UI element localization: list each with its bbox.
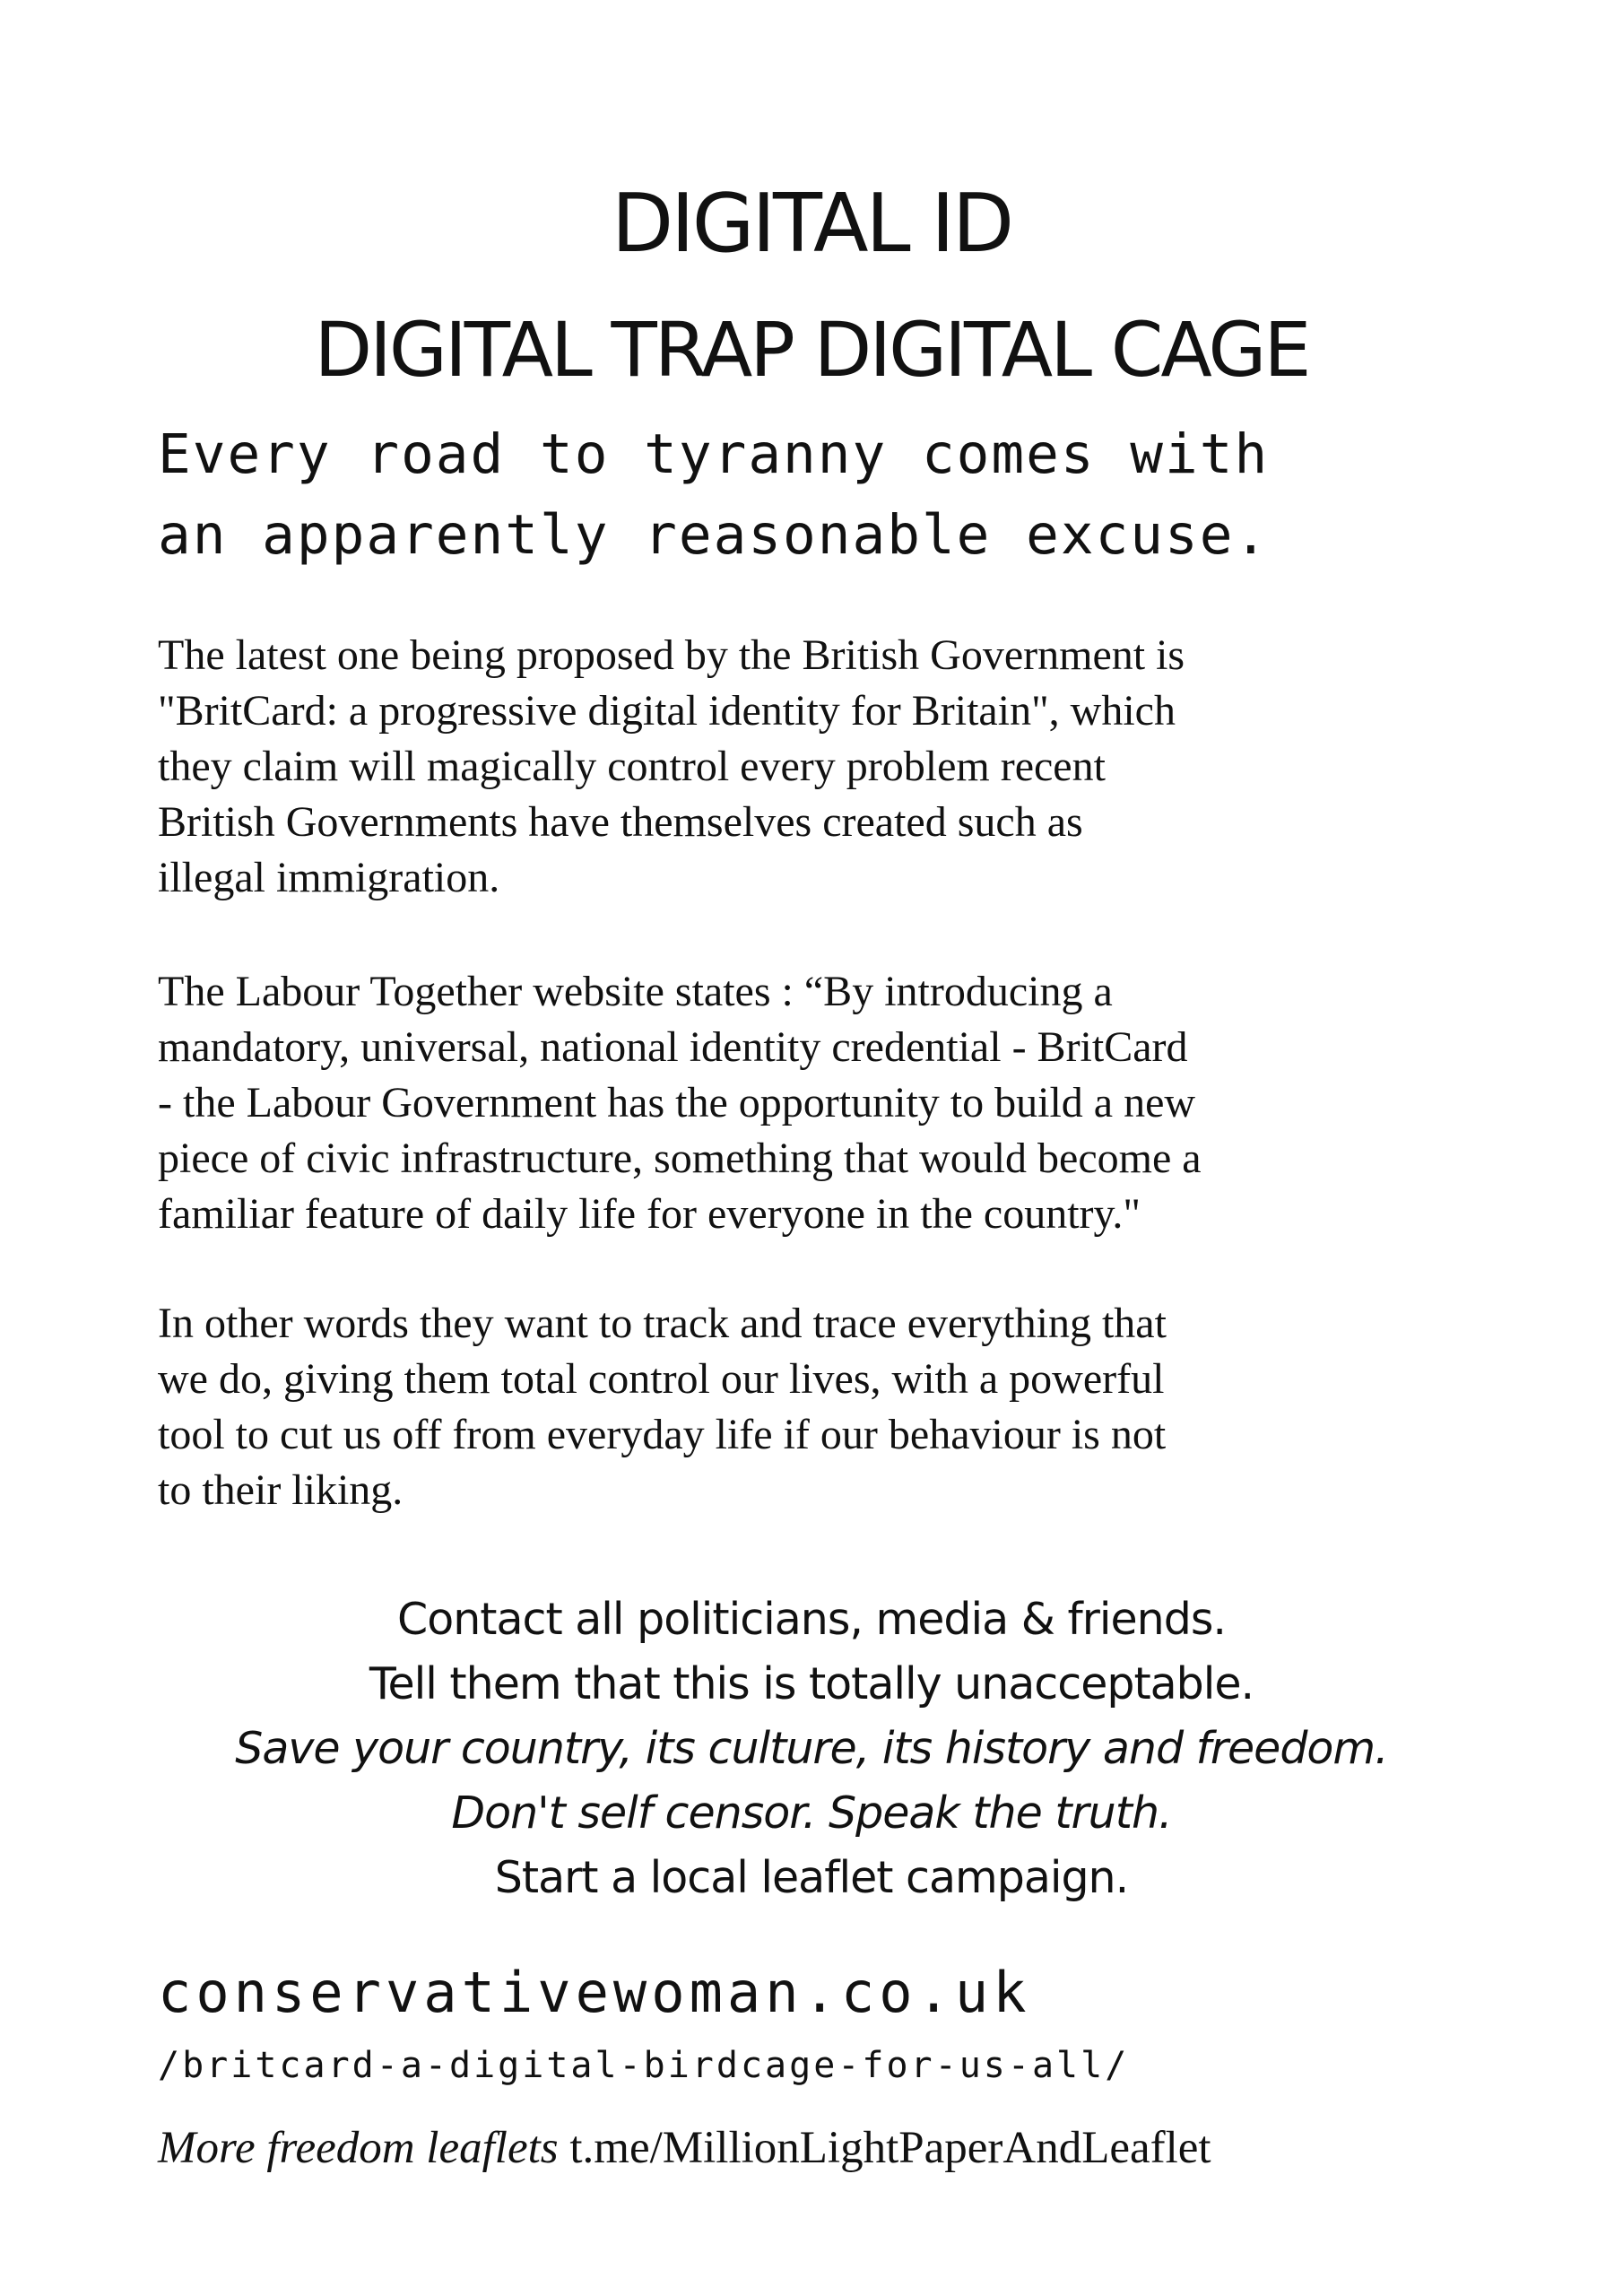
paragraph-line: In other words they want to track and trace everything that: [158, 1300, 1167, 1347]
paragraph-track-and-trace: [158, 1296, 1485, 1518]
paragraph-line: "BritCard: a progressive digital identity for Britain", which: [158, 687, 1176, 735]
cta-line-speak-truth: Don't self censor. Speak the truth.: [451, 1787, 1172, 1839]
paragraph-labour-together-quote: [158, 964, 1485, 1242]
paragraph-line: British Governments have themselves created such as: [158, 798, 1083, 846]
heading-line-1: DIGITAL ID: [611, 177, 1012, 271]
tagline-line-1: Every road to tyranny comes with: [158, 422, 1270, 486]
paragraph-line: illegal immigration.: [158, 854, 500, 901]
footer-more-leaflets: [158, 2117, 1211, 2179]
paragraph-line: familiar feature of daily life for everyone in the country.": [158, 1190, 1141, 1238]
paragraph-line: - the Labour Government has the opportunity to build a new: [158, 1079, 1196, 1126]
heading-line-2: DIGITAL TRAP DIGITAL CAGE: [314, 306, 1309, 394]
source-domain: conservativewoman.co.uk: [158, 1960, 1031, 2025]
source-path: /britcard-a-digital-birdcage-for-us-all/: [158, 2045, 1130, 2086]
tagline-line-2: an apparently reasonable excuse.: [158, 503, 1270, 567]
paragraph-line: mandatory, universal, national identity credential - BritCard: [158, 1023, 1188, 1071]
cta-line-save-country: Save your country, its culture, its history and freedom.: [235, 1723, 1388, 1774]
cta-line-leaflet-campaign: Start a local leaflet campaign.: [494, 1852, 1129, 1903]
paragraph-line: The Labour Together website states : “By introducing a: [158, 968, 1113, 1015]
paragraph-line: The latest one being proposed by the British Government is: [158, 631, 1185, 679]
paragraph-line: tool to cut us off from everyday life if our behaviour is not: [158, 1411, 1167, 1458]
call-to-action: [0, 1587, 1623, 1910]
paragraph-britcard-proposal: [158, 628, 1485, 906]
paragraph-line: piece of civic infrastructure, something that would become a: [158, 1135, 1202, 1182]
paragraph-line: we do, giving them total control our lives, with a powerful: [158, 1355, 1165, 1403]
paragraph-line: to their liking.: [158, 1466, 404, 1514]
paragraph-line: they claim will magically control every problem recent: [158, 743, 1106, 790]
footer-more-label: More freedom leaflets: [158, 2123, 559, 2173]
cta-line-unacceptable: Tell them that this is totally unacceptable.: [369, 1658, 1254, 1709]
cta-line-contact: Contact all politicians, media & friends.: [397, 1594, 1226, 1645]
footer-link: t.me/MillionLightPaperAndLeaflet: [569, 2123, 1211, 2173]
